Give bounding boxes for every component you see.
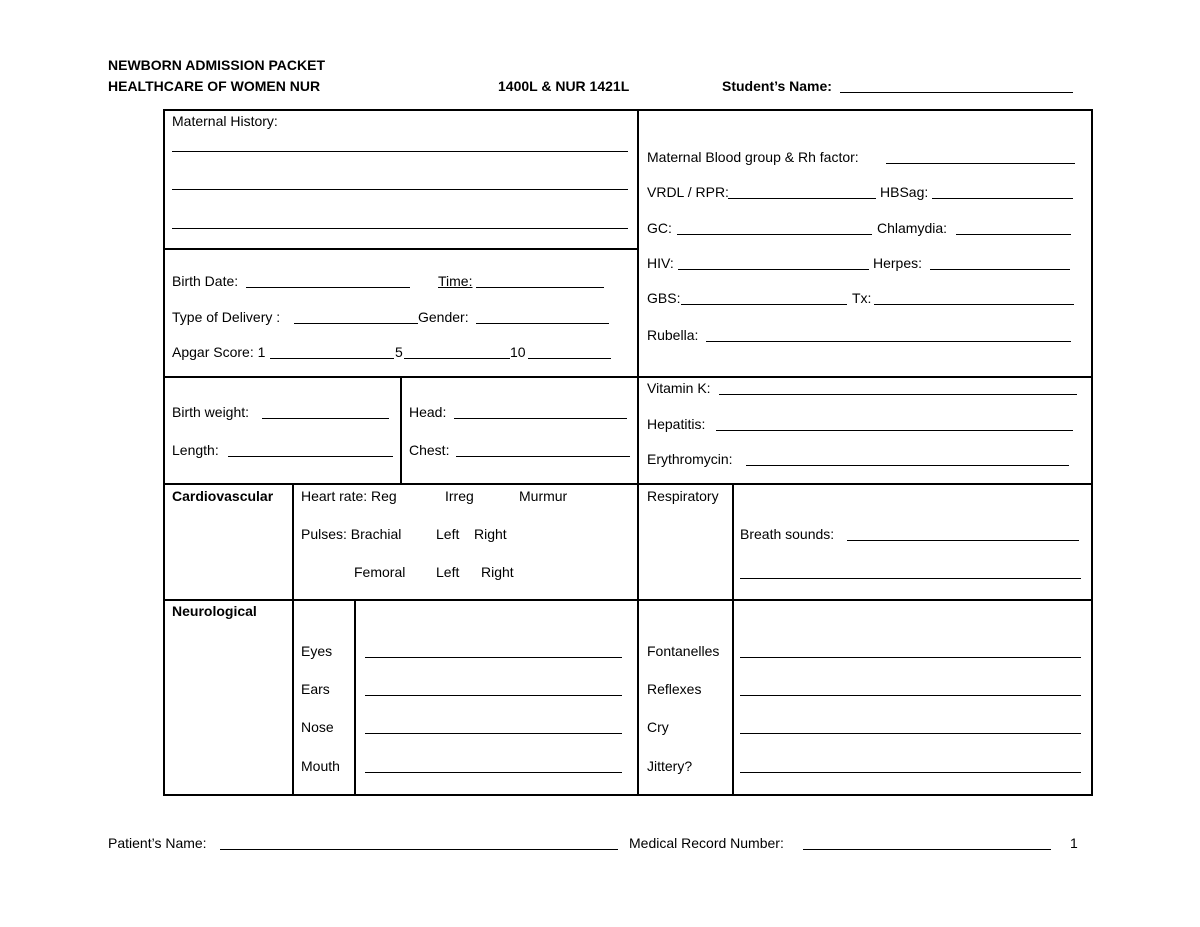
grid-line	[163, 483, 1091, 485]
femoral-right-option[interactable]: Right	[481, 564, 514, 580]
form-title: NEWBORN ADMISSION PACKET	[108, 57, 325, 73]
blood-group-label: Maternal Blood group & Rh factor:	[647, 149, 859, 165]
tx-field[interactable]	[874, 304, 1074, 305]
cry-field[interactable]	[740, 733, 1081, 734]
page-number: 1	[1070, 835, 1078, 851]
center-divider	[637, 109, 639, 794]
gbs-field[interactable]	[681, 304, 847, 305]
birth-weight-label: Birth weight:	[172, 404, 250, 420]
length-label: Length:	[172, 442, 219, 458]
mouth-field[interactable]	[365, 772, 622, 773]
apgar-1-field[interactable]	[270, 358, 394, 359]
nose-label: Nose	[301, 719, 334, 735]
grid-line	[163, 599, 1091, 601]
medical-record-number-field[interactable]	[803, 849, 1051, 850]
jittery-field[interactable]	[740, 772, 1081, 773]
student-name-label: Student’s Name:	[722, 78, 832, 94]
apgar-label: Apgar Score: 1	[172, 344, 266, 360]
herpes-label: Herpes:	[873, 255, 923, 271]
hbsag-field[interactable]	[932, 198, 1073, 199]
grid-line	[732, 483, 734, 794]
gc-label: GC:	[647, 220, 672, 236]
breath-sounds-label: Breath sounds:	[740, 526, 835, 542]
fontanelles-label: Fontanelles	[647, 643, 720, 659]
chlamydia-label: Chlamydia:	[877, 220, 948, 236]
respiratory-label: Respiratory	[647, 488, 719, 504]
apgar-5-label: 5	[395, 344, 403, 360]
course-numbers: 1400L & NUR 1421L	[498, 78, 630, 94]
heart-rate-irreg-option[interactable]: Irreg	[445, 488, 474, 504]
maternal-history-field[interactable]	[172, 228, 628, 229]
birth-date-field[interactable]	[246, 287, 410, 288]
grid-line	[292, 483, 294, 794]
gbs-label: GBS:	[647, 290, 681, 306]
rubella-label: Rubella:	[647, 327, 699, 343]
cardiovascular-label: Cardiovascular	[172, 488, 274, 504]
apgar-10-field[interactable]	[528, 358, 611, 359]
ears-label: Ears	[301, 681, 330, 697]
grid-line	[163, 376, 1091, 378]
cry-label: Cry	[647, 719, 669, 735]
rubella-field[interactable]	[706, 341, 1071, 342]
gender-label: Gender:	[418, 309, 469, 325]
ears-field[interactable]	[365, 695, 622, 696]
erythromycin-field[interactable]	[746, 465, 1069, 466]
brachial-left-option[interactable]: Left	[436, 526, 460, 542]
delivery-type-label: Type of Delivery :	[172, 309, 281, 325]
patient-name-label: Patient’s Name:	[108, 835, 207, 851]
birth-weight-field[interactable]	[262, 418, 389, 419]
hepatitis-label: Hepatitis:	[647, 416, 706, 432]
time-field[interactable]	[476, 287, 604, 288]
fontanelles-field[interactable]	[740, 657, 1081, 658]
neurological-label: Neurological	[172, 603, 257, 619]
vitamin-k-field[interactable]	[719, 394, 1077, 395]
birth-date-label: Birth Date:	[172, 273, 239, 289]
blood-group-field[interactable]	[886, 163, 1075, 164]
murmur-option[interactable]: Murmur	[519, 488, 568, 504]
delivery-type-field[interactable]	[294, 323, 418, 324]
maternal-history-field[interactable]	[172, 189, 628, 190]
chest-field[interactable]	[456, 456, 630, 457]
heart-rate-reg-option[interactable]: Heart rate: Reg	[301, 488, 397, 504]
vitamin-k-label: Vitamin K:	[647, 380, 711, 396]
course-name: HEALTHCARE OF WOMEN NUR	[108, 78, 321, 94]
breath-sounds-field[interactable]	[847, 540, 1079, 541]
head-field[interactable]	[454, 418, 627, 419]
chest-label: Chest:	[409, 442, 450, 458]
chlamydia-field[interactable]	[956, 234, 1071, 235]
eyes-field[interactable]	[365, 657, 622, 658]
hbsag-label: HBSag:	[880, 184, 929, 200]
vrdl-field[interactable]	[728, 198, 876, 199]
breath-sounds-field-2[interactable]	[740, 578, 1081, 579]
reflexes-label: Reflexes	[647, 681, 702, 697]
nose-field[interactable]	[365, 733, 622, 734]
gender-field[interactable]	[476, 323, 609, 324]
head-label: Head:	[409, 404, 447, 420]
reflexes-field[interactable]	[740, 695, 1081, 696]
grid-line	[354, 599, 356, 794]
time-label: Time:	[438, 273, 473, 289]
brachial-right-option[interactable]: Right	[474, 526, 507, 542]
medical-record-number-label: Medical Record Number:	[629, 835, 784, 851]
hiv-field[interactable]	[678, 269, 869, 270]
vrdl-label: VRDL / RPR:	[647, 184, 729, 200]
grid-line	[400, 376, 402, 484]
femoral-label: Femoral	[354, 564, 406, 580]
maternal-history-label: Maternal History:	[172, 113, 278, 129]
grid-line	[163, 248, 639, 250]
student-name-field[interactable]	[840, 92, 1073, 93]
patient-name-field[interactable]	[220, 849, 618, 850]
hiv-label: HIV:	[647, 255, 674, 271]
gc-field[interactable]	[677, 234, 872, 235]
maternal-history-field[interactable]	[172, 151, 628, 152]
jittery-label: Jittery?	[647, 758, 693, 774]
hepatitis-field[interactable]	[716, 430, 1073, 431]
length-field[interactable]	[228, 456, 393, 457]
tx-label: Tx:	[852, 290, 872, 306]
apgar-5-field[interactable]	[404, 358, 510, 359]
femoral-left-option[interactable]: Left	[436, 564, 460, 580]
mouth-label: Mouth	[301, 758, 340, 774]
eyes-label: Eyes	[301, 643, 333, 659]
erythromycin-label: Erythromycin:	[647, 451, 733, 467]
pulses-brachial-label: Pulses: Brachial	[301, 526, 402, 542]
apgar-10-label: 10	[510, 344, 526, 360]
herpes-field[interactable]	[930, 269, 1070, 270]
